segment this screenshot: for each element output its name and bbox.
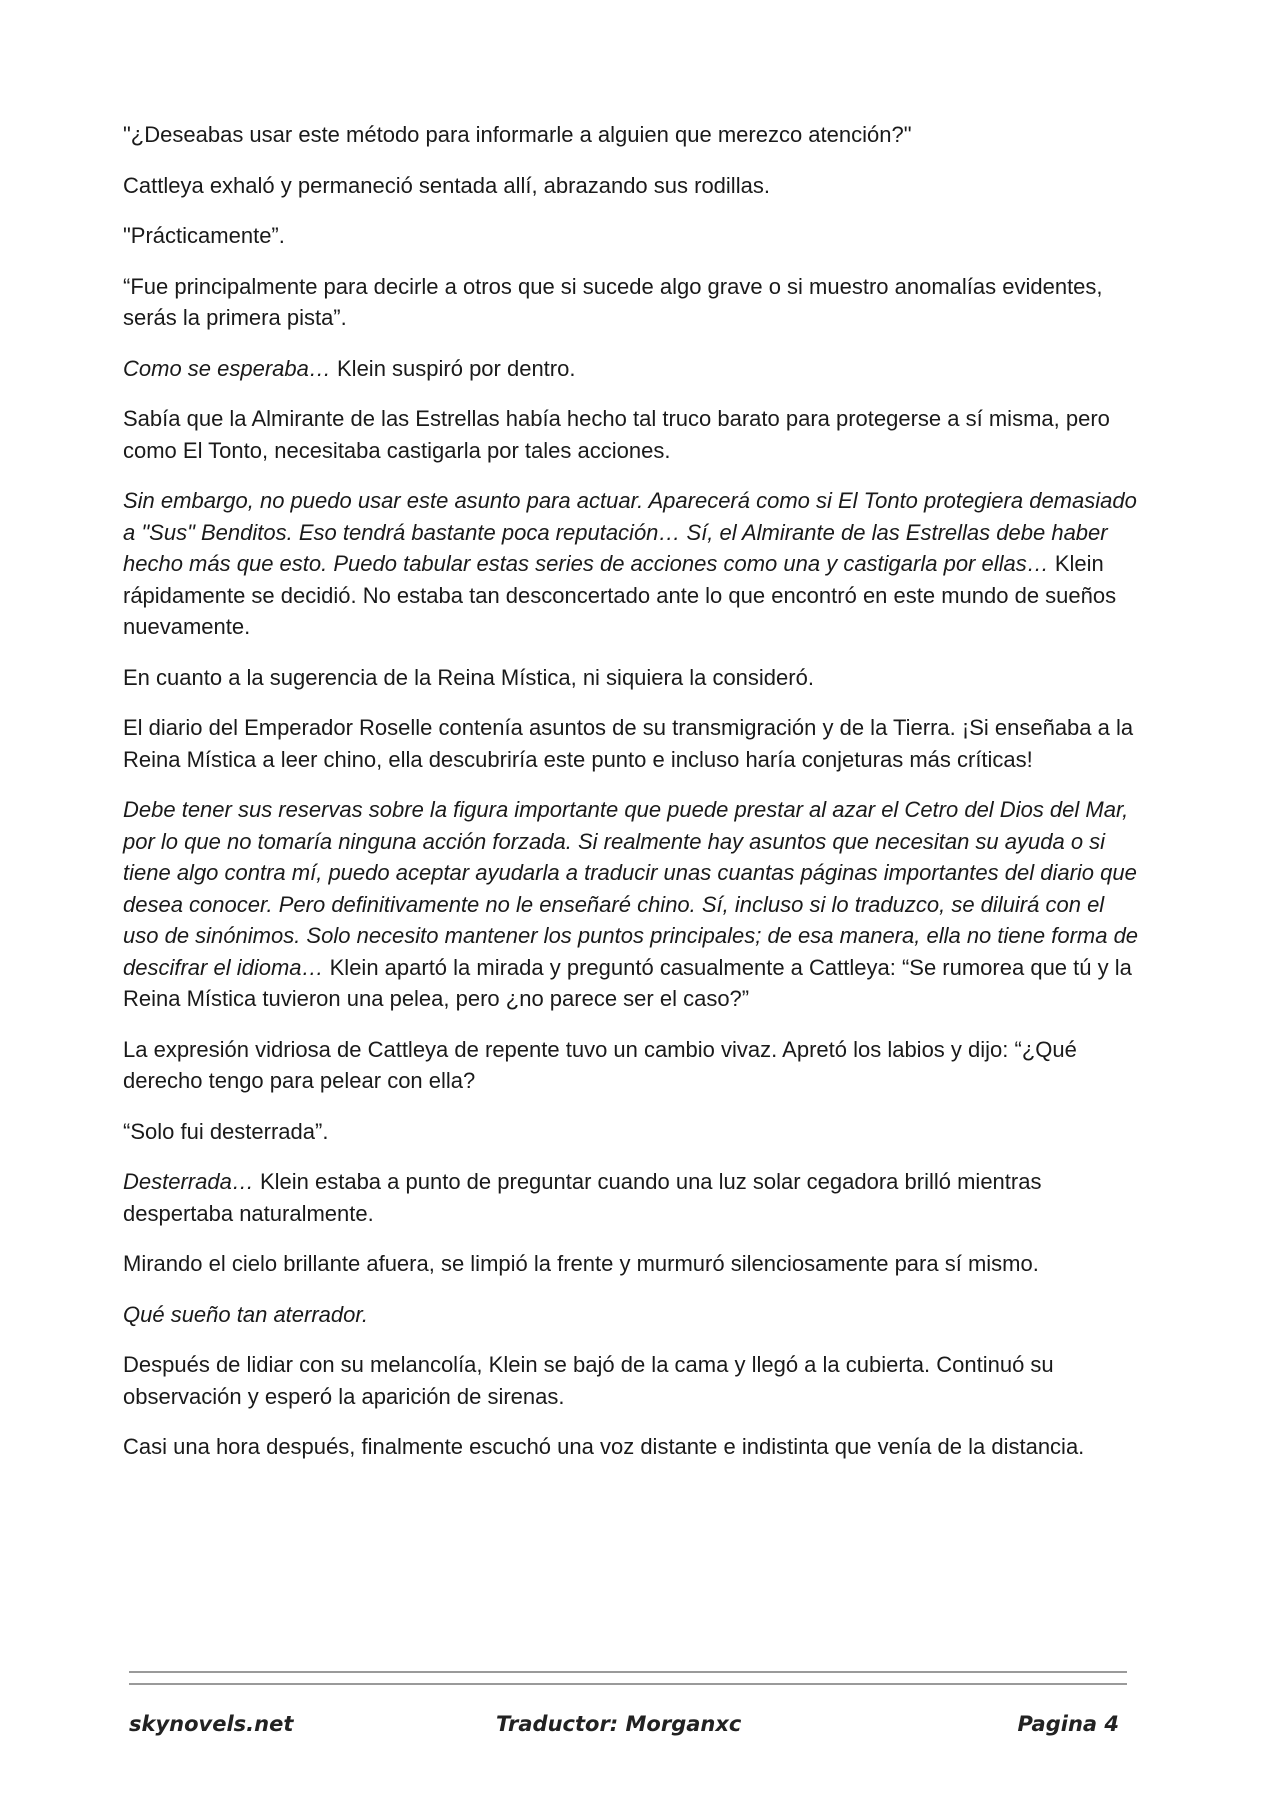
paragraph bbox=[123, 485, 1143, 643]
paragraph bbox=[123, 403, 1143, 466]
text-run: Después de lidiar con su melancolía, Klein se bajó de la cama y llegó a la cubierta. Continuó su observación y esperó la aparición de sirenas. bbox=[123, 1352, 1054, 1409]
paragraph bbox=[123, 1034, 1143, 1097]
footer-translator: Traductor: Morganxc bbox=[496, 1712, 742, 1736]
text-run: Klein estaba a punto de preguntar cuando una luz solar cegadora brilló mientras despertaba naturalmente. bbox=[123, 1169, 1042, 1226]
italic-text: Debe tener sus reservas sobre la figura importante que puede prestar al azar el Cetro del Dios del Mar, por lo que no tomaría ninguna acción forzada. Si realmente hay asuntos que necesitan su ayuda o si tiene algo contra mí, puedo aceptar ayudarla a traducir unas cuantas páginas importantes del diario que desea conocer. Pero definitivamente no le enseñaré chino. Sí, incluso si lo traduzco, se diluirá con el uso de sinónimos. Solo necesito mantener los puntos principales; de esa manera, ella no tiene forma de descifrar el idioma… bbox=[123, 797, 1139, 980]
footer-rule-top bbox=[129, 1671, 1127, 1673]
paragraph bbox=[123, 353, 1143, 385]
paragraph bbox=[123, 1166, 1143, 1229]
text-run: Casi una hora después, finalmente escuchó una voz distante e indistinta que venía de la distancia. bbox=[123, 1434, 1085, 1459]
footer-divider bbox=[129, 1671, 1127, 1695]
text-run: Sabía que la Almirante de las Estrellas había hecho tal truco barato para protegerse a sí misma, pero como El Tonto, necesitaba castigarla por tales acciones. bbox=[123, 406, 1110, 463]
text-run: Klein suspiró por dentro. bbox=[330, 355, 576, 381]
text-run: Klein rápidamente se decidió. No estaba tan desconcertado ante lo que encontró en este mundo de sueños nuevamente. bbox=[123, 551, 1117, 639]
text-run: “Fue principalmente para decirle a otros que si sucede algo grave o si muestro anomalías evidentes, serás la primera pista”. bbox=[123, 273, 1103, 330]
italic-text: Como se esperaba… bbox=[123, 355, 331, 381]
text-run: Cattleya exhaló y permaneció sentada allí, abrazando sus rodillas. bbox=[123, 172, 770, 198]
paragraph bbox=[123, 662, 1143, 694]
text-run: Mirando el cielo brillante afuera, se limpió la frente y murmuró silenciosamente para sí mismo. bbox=[123, 1251, 1039, 1276]
paragraph bbox=[123, 1431, 1143, 1463]
text-run: "Prácticamente”. bbox=[123, 223, 285, 248]
footer-rule-bottom bbox=[129, 1683, 1127, 1685]
footer-site: skynovels.net bbox=[129, 1712, 294, 1736]
paragraph bbox=[123, 220, 1143, 252]
paragraph bbox=[123, 1349, 1143, 1412]
paragraph bbox=[123, 712, 1143, 775]
text-run: El diario del Emperador Roselle contenía asuntos de su transmigración y de la Tierra. ¡Si enseñaba a la Reina Mística a leer chino, ella descubriría este punto e incluso haría conjeturas más críticas! bbox=[123, 715, 1134, 772]
text-run: En cuanto a la sugerencia de la Reina Mística, ni siquiera la consideró. bbox=[123, 664, 814, 690]
text-run: Klein apartó la mirada y preguntó casualmente a Cattleya: “Se rumorea que tú y la Reina Mística tuvieron una pelea, pero ¿no parece ser el caso?” bbox=[123, 954, 1132, 1011]
italic-text: Sin embargo, no puedo usar este asunto para actuar. Aparecerá como si El Tonto protegiera demasiado a "Sus" Benditos. Eso tendrá bastante poca reputación… Sí, el Almirante de las Estrellas debe haber hecho más que esto. Puedo tabular estas series de acciones como una y castigarla por ellas… bbox=[123, 488, 1137, 576]
italic-text: Qué sueño tan aterrador. bbox=[123, 1301, 369, 1327]
italic-text: Desterrada… bbox=[123, 1169, 254, 1194]
paragraph bbox=[123, 794, 1143, 1015]
paragraph bbox=[123, 1248, 1143, 1280]
text-run: "¿Deseabas usar este método para informarle a alguien que merezco atención?" bbox=[123, 122, 912, 147]
text-run: “Solo fui desterrada”. bbox=[123, 1118, 329, 1144]
paragraph bbox=[123, 1299, 1143, 1331]
page-footer bbox=[129, 1712, 1119, 1752]
document-body bbox=[123, 119, 1143, 1482]
paragraph bbox=[123, 1116, 1143, 1148]
paragraph bbox=[123, 119, 1143, 151]
text-run: La expresión vidriosa de Cattleya de repente tuvo un cambio vivaz. Apretó los labios y dijo: “¿Qué derecho tengo para pelear con ella? bbox=[123, 1036, 1077, 1093]
paragraph bbox=[123, 271, 1143, 334]
footer-page-number: Pagina 4 bbox=[1017, 1712, 1119, 1736]
paragraph bbox=[123, 170, 1143, 202]
